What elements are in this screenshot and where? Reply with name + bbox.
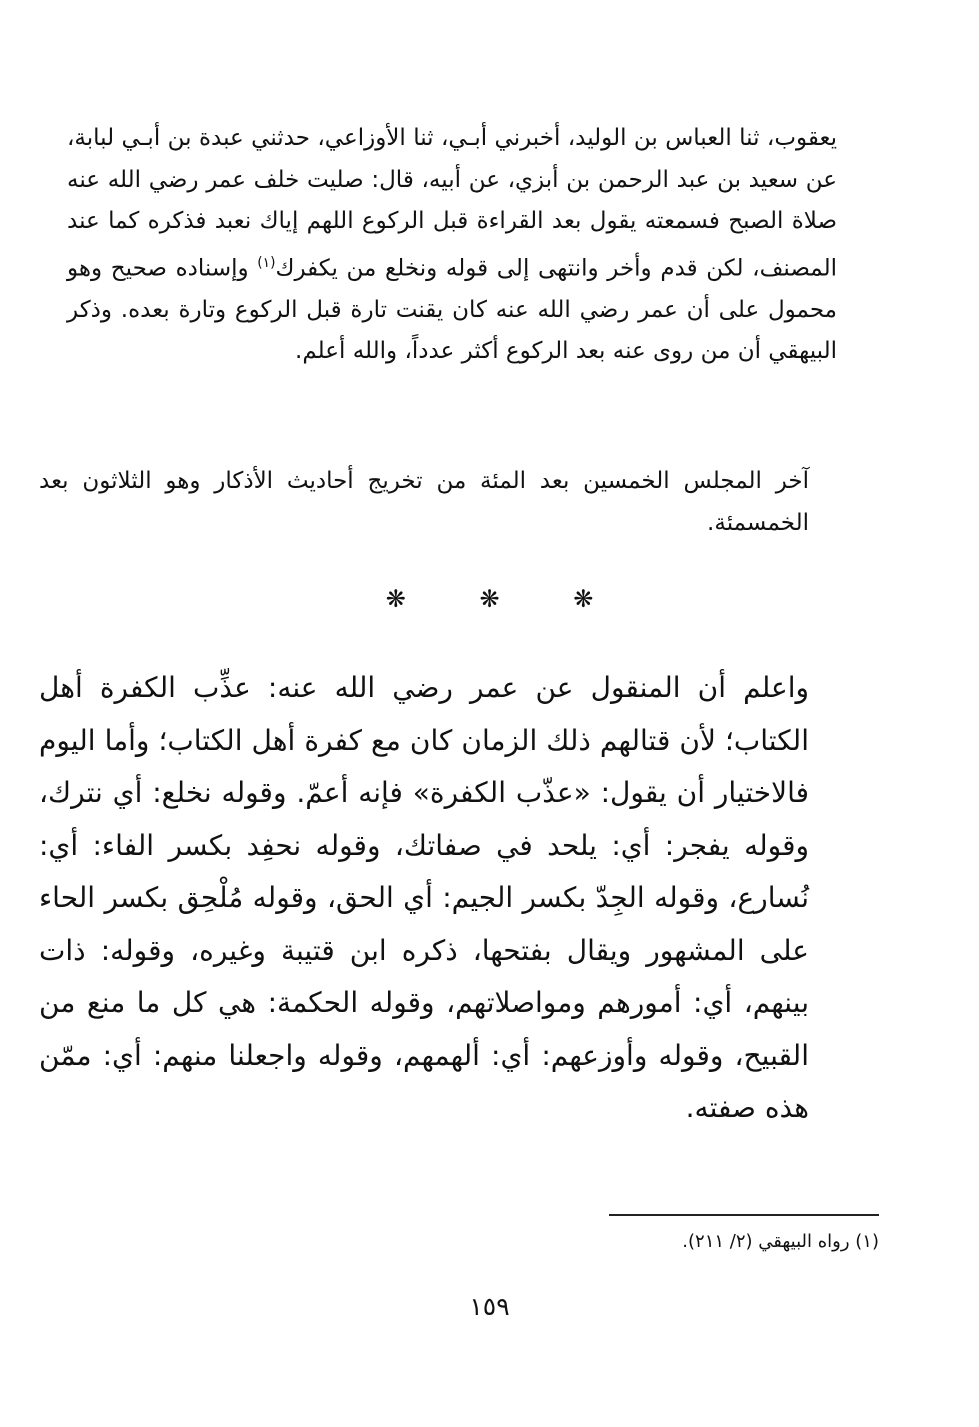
paragraph-text-continued: وإسناده صحيح وهو محمول على أن عمر رضي الله عنه كان يقنت تارة قبل الركوع وتارة بعده. وذكر البيهقي أن من روى عنه بعد الركوع أكثر عدداً، والله أعلم. <box>67 255 837 365</box>
paragraph-session-end: آخر المجلس الخمسين بعد المئة من تخريج أحاديث الأذكار وهو الثلاثون بعد الخمسمئة. <box>39 468 809 536</box>
footnote-reference: (١) <box>257 254 276 271</box>
asterism-icon: ❋ <box>573 585 594 613</box>
page-number: ١٥٩ <box>469 1292 510 1321</box>
paragraph-commentary: واعلم أن المنقول عن عمر رضي الله عنه: عذِّب الكفرة أهل الكتاب؛ لأن قتالهم ذلك الزمان كان مع كفرة أهل الكتاب؛ وأما اليوم فالاختيار أن يقول: «عذّب الكفرة» فإنه أعمّ. وقوله نخلع: أي نترك، وقوله يفجر: أي: يلحد في صفاتك، وقوله نحفِد بكسر الفاء: أي: نُسارع، وقوله الجِدّ بكسر الجيم: أي الحق، وقوله مُلْحِق بكسر الحاء على المشهور ويقال بفتحها، ذكره ابن قتيبة وغيره، وقوله: ذات بينهم، أي: أمورهم ومواصلاتهم، وقوله الحكمة: هي كل ما منع من القبيح، وقوله وأوزعهم: أي: ألهمهم، وقوله واجعلنا منهم: أي: ممّن هذه صفته. <box>39 671 809 1124</box>
asterism-icon: ❋ <box>479 585 500 613</box>
paragraph-text: يعقوب، ثنا العباس بن الوليد، أخبرني أبـي، ثنا الأوزاعي، حدثني عبدة بن أبـي لبابة، عن سعيد بن عبد الرحمن بن أبزي، عن أبيه، قال: صليت خلف عمر رضي الله عنه صلاة الصبح فسمعته يقول بعد القراءة قبل الركوع اللهم إياك نعبد فذكره كما عند المصنف، لكن قدم وأخر وانتهى إلى قوله ونخلع من يكفرك <box>67 125 837 282</box>
asterism-icon: ❋ <box>385 585 406 613</box>
footnote-divider <box>609 1214 879 1216</box>
footnote: (١) رواه البيهقي (٢/ ٢١١). <box>682 1231 879 1252</box>
section-separator <box>0 585 979 613</box>
paragraph-hadith-chain <box>67 118 879 373</box>
